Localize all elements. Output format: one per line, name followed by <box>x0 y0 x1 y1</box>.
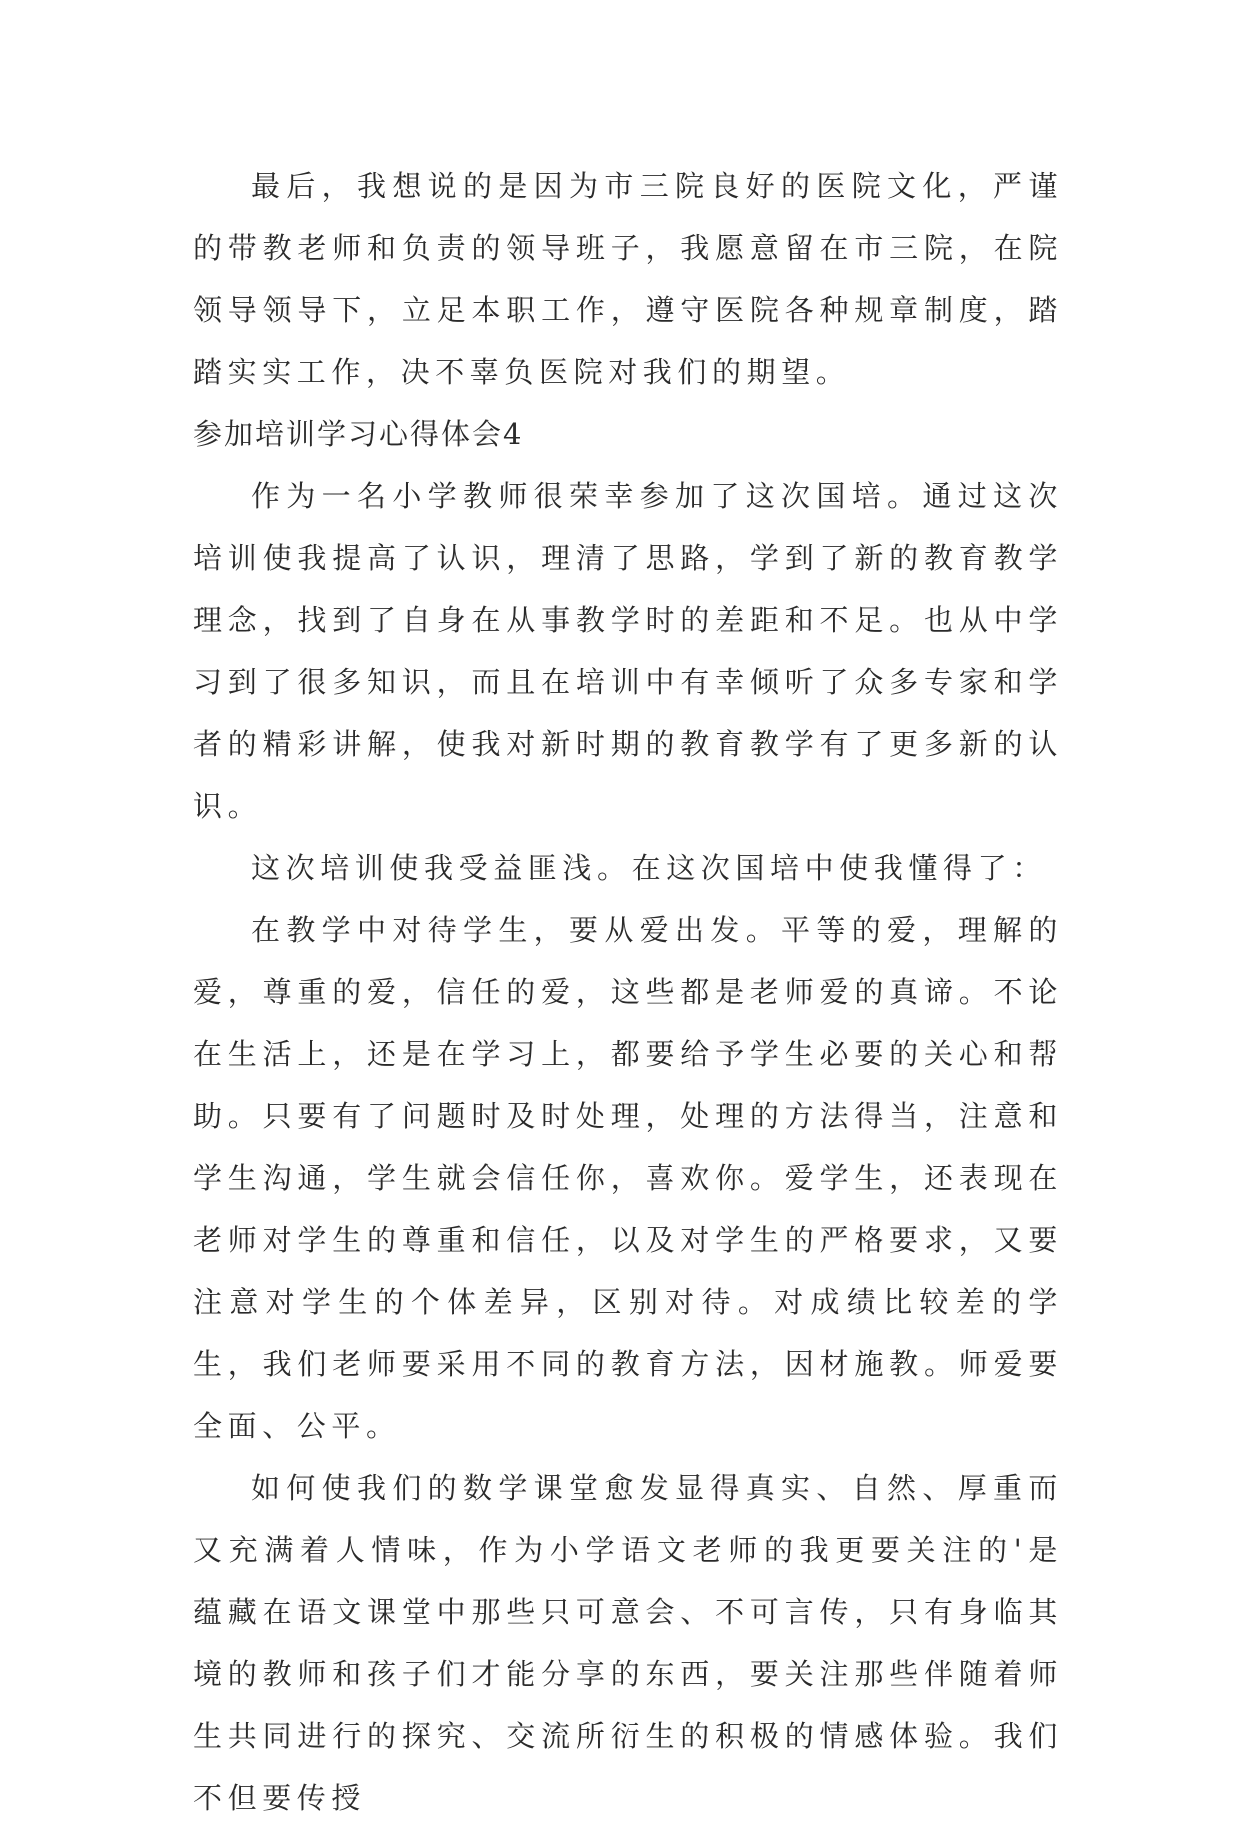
section-heading: 参加培训学习心得体会4 <box>193 417 524 451</box>
paragraph-classroom: 如何使我们的数学课堂愈发显得真实、自然、厚重而又充满着人情味，作为小学语文老师的我更要关注的'是蕴藏在语文课堂中那些只可意会、不可言传，只有身临其境的教师和孩子们才能分享的东西，要关注那些伴随着师生共同进行的探究、交流所衍生的积极的情感体验。我们不但要传授 <box>193 1471 1063 1815</box>
paragraph-benefits: 这次培训使我受益匪浅。在这次国培中使我懂得了： <box>251 851 1047 885</box>
document-body <box>193 155 1063 1829</box>
paragraph-training-intro: 作为一名小学教师很荣幸参加了这次国培。通过这次培训使我提高了认识，理清了思路，学到了新的教育教学理念，找到了自身在从事教学时的差距和不足。也从中学习到了很多知识，而且在培训中有幸倾听了众多专家和学者的精彩讲解，使我对新时期的教育教学有了更多新的认识。 <box>193 479 1063 823</box>
paragraph-closing-remarks: 最后，我想说的是因为市三院良好的医院文化，严谨的带教老师和负责的领导班子，我愿意留在市三院，在院领导领导下，立足本职工作，遵守医院各种规章制度，踏踏实实工作，决不辜负医院对我们的期望。 <box>193 169 1063 389</box>
paragraph-love-students: 在教学中对待学生，要从爱出发。平等的爱，理解的爱，尊重的爱，信任的爱，这些都是老师爱的真谛。不论在生活上，还是在学习上，都要给予学生必要的关心和帮助。只要有了问题时及时处理，处理的方法得当，注意和学生沟通，学生就会信任你，喜欢你。爱学生，还表现在老师对学生的尊重和信任，以及对学生的严格要求，又要注意对学生的个体差异，区别对待。对成绩比较差的学生，我们老师要采用不同的教育方法，因材施教。师爱要全面、公平。 <box>193 913 1063 1443</box>
